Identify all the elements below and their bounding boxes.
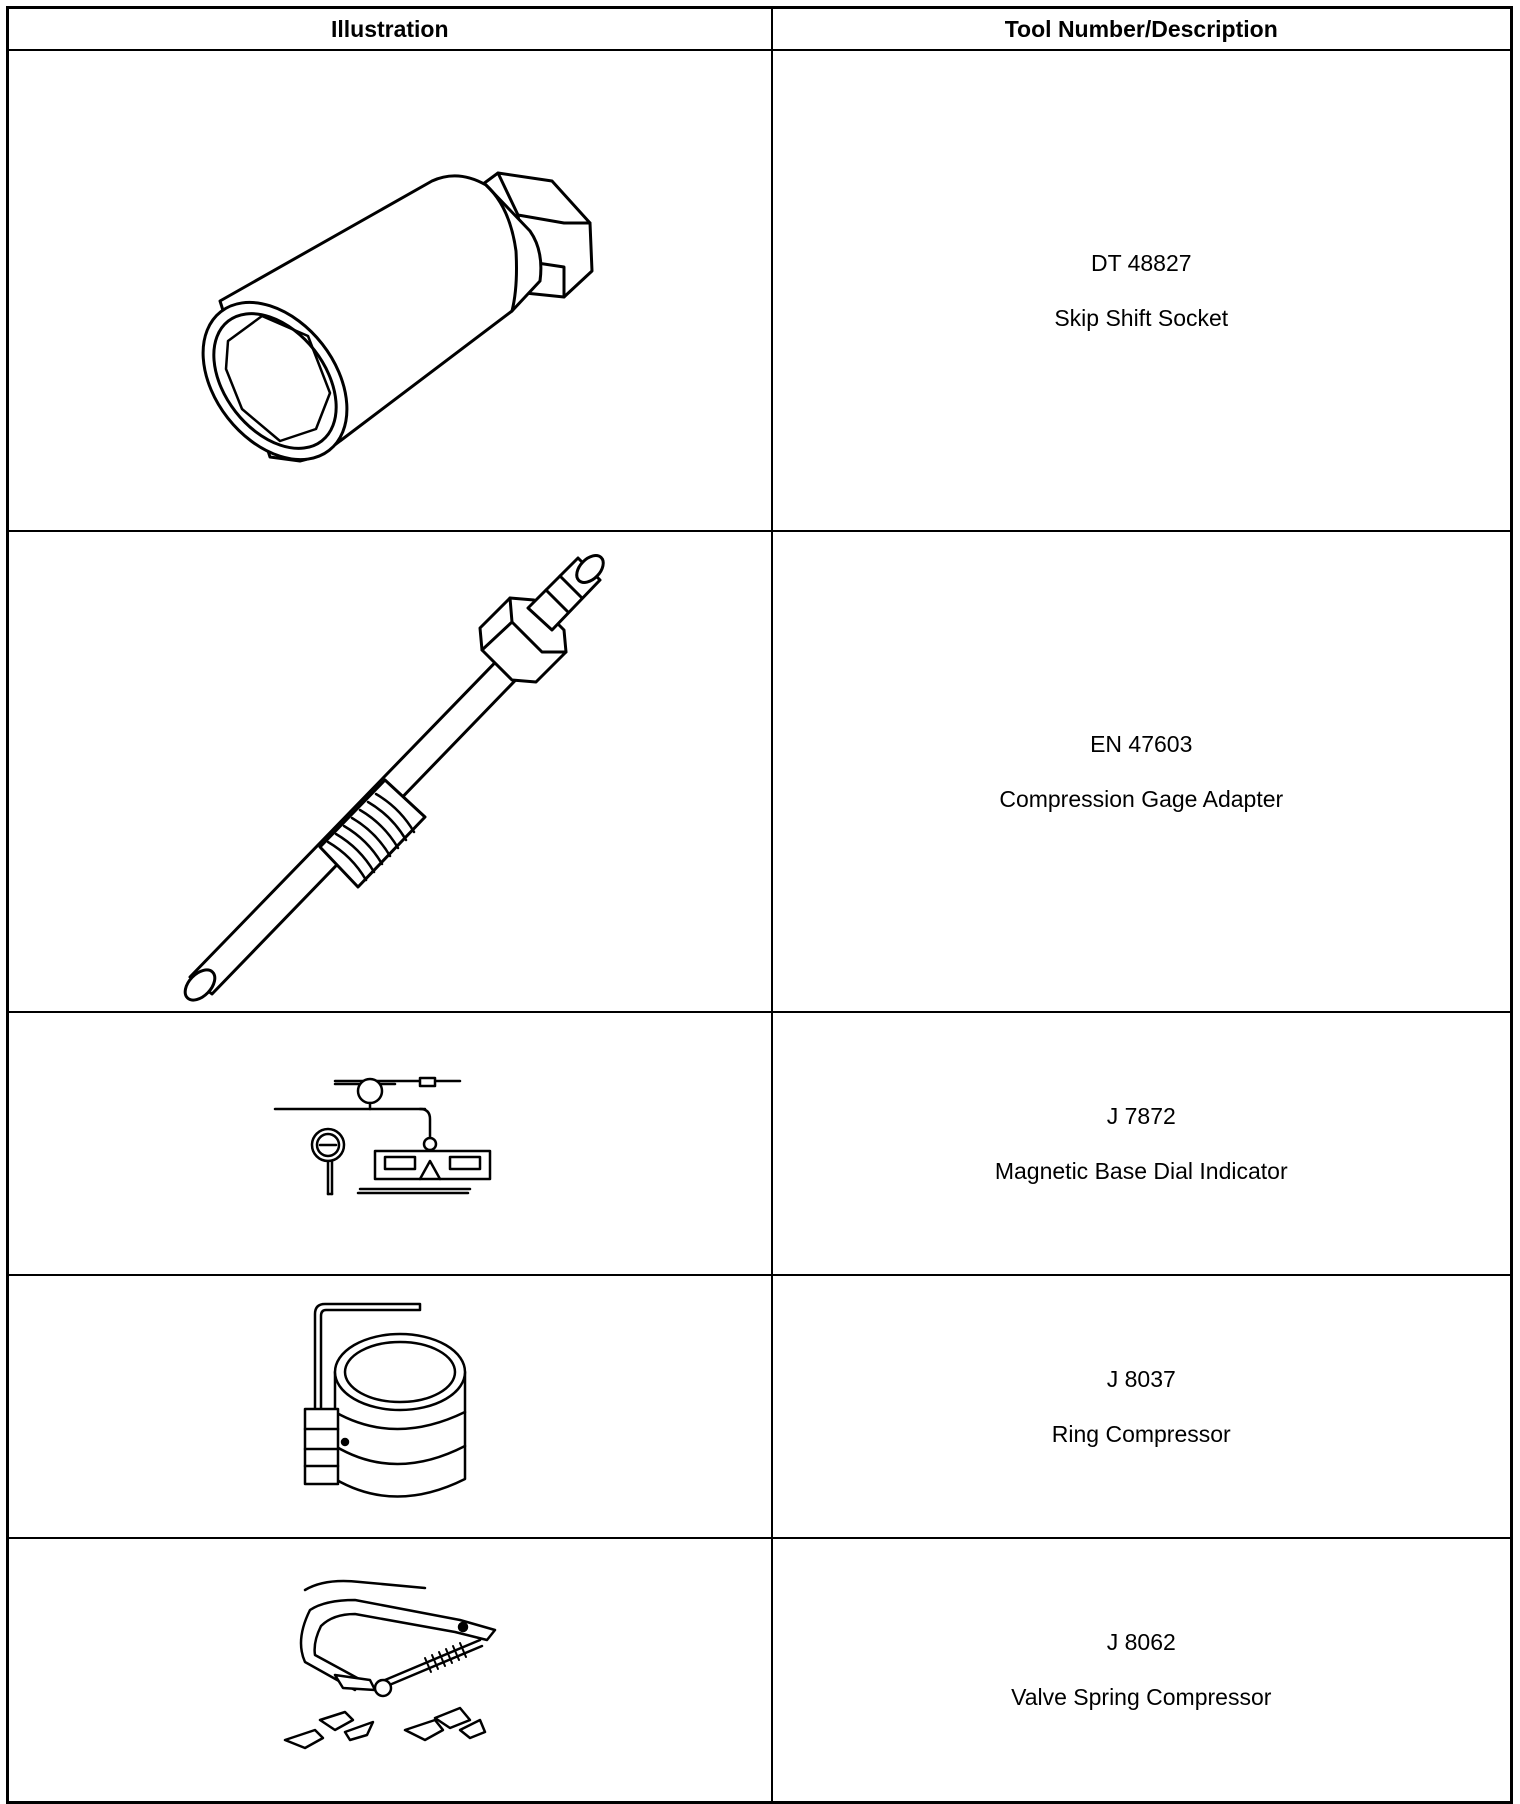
dial-indicator-icon bbox=[270, 1069, 510, 1219]
tool-description: Skip Shift Socket bbox=[1054, 304, 1229, 331]
table-header-row bbox=[8, 8, 1512, 51]
table-row bbox=[8, 1012, 1512, 1275]
description-cell bbox=[772, 531, 1512, 1012]
header-tool-number-description: Tool Number/Description bbox=[772, 8, 1512, 51]
table-row bbox=[8, 1538, 1512, 1802]
tool-description: Valve Spring Compressor bbox=[1011, 1683, 1272, 1710]
illustration-cell bbox=[8, 1275, 772, 1538]
description-cell bbox=[772, 1538, 1512, 1802]
tool-number: J 8037 bbox=[1106, 1365, 1176, 1392]
hex-socket-icon bbox=[180, 111, 600, 471]
illustration-cell bbox=[8, 531, 772, 1012]
tool-description: Ring Compressor bbox=[1051, 1420, 1231, 1447]
illustration-cell bbox=[8, 1012, 772, 1275]
special-tools-table bbox=[6, 6, 1513, 1804]
tool-number: DT 48827 bbox=[1090, 249, 1192, 276]
description-cell bbox=[772, 1012, 1512, 1275]
ring-compressor-icon bbox=[290, 1294, 490, 1519]
table-row bbox=[8, 50, 1512, 531]
tool-number: EN 47603 bbox=[1090, 730, 1193, 757]
table-row bbox=[8, 1275, 1512, 1538]
valve-spring-compressor-icon bbox=[275, 1570, 505, 1770]
description-cell bbox=[772, 1275, 1512, 1538]
illustration-cell bbox=[8, 1538, 772, 1802]
table-row bbox=[8, 531, 1512, 1012]
tool-number: J 7872 bbox=[1106, 1102, 1176, 1129]
illustration-cell bbox=[8, 50, 772, 531]
compression-gage-adapter-icon bbox=[160, 542, 620, 1002]
header-illustration: Illustration bbox=[8, 8, 772, 51]
tool-description: Compression Gage Adapter bbox=[999, 785, 1284, 812]
tool-description: Magnetic Base Dial Indicator bbox=[994, 1157, 1288, 1184]
tool-number: J 8062 bbox=[1106, 1628, 1176, 1655]
description-cell bbox=[772, 50, 1512, 531]
